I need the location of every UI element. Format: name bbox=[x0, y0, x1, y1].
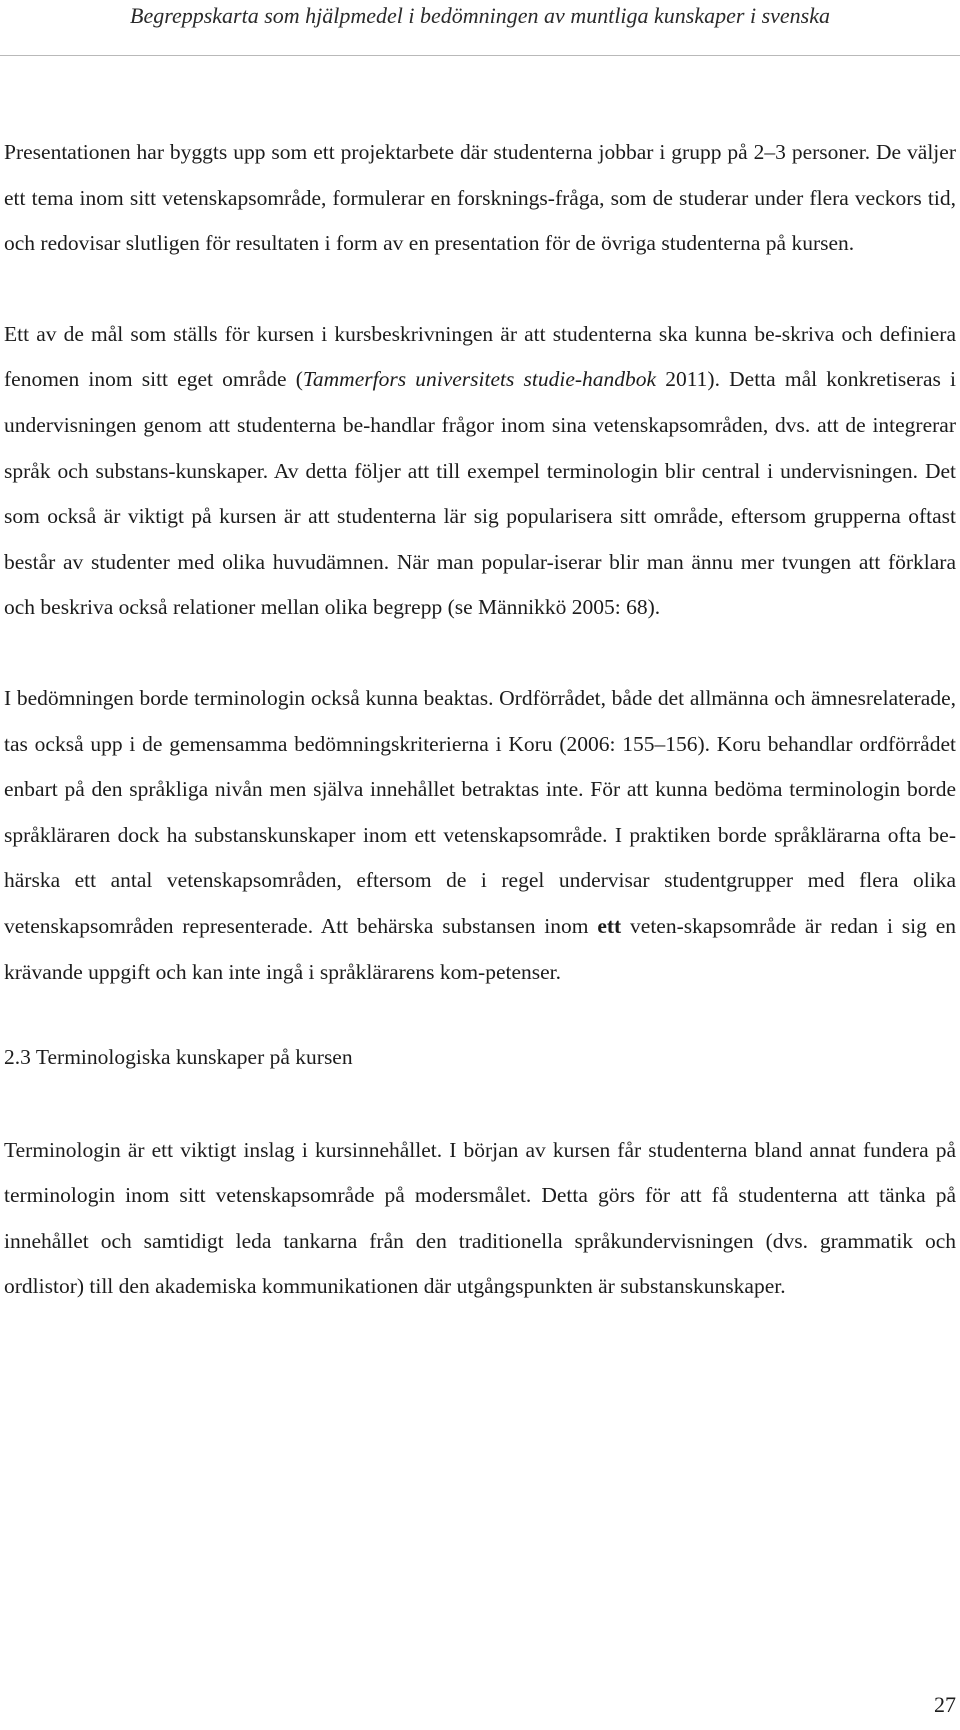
emphasis-ett: ett bbox=[597, 913, 622, 938]
paragraph-assessment-terminology bbox=[4, 676, 956, 995]
page-body bbox=[4, 130, 956, 1310]
paragraph-project-work: Presentationen har byggts upp som ett projektarbete där studenterna jobbar i grupp på 2–3 personer. De väljer ett tema inom sitt vetenskapsområde, formulerar en forsknings-fråga, som de studerar under flera veckors tid, och redovisar slutligen för resultaten i form av en presentation för de övriga studenterna på kursen. bbox=[4, 140, 956, 256]
running-header bbox=[0, 0, 960, 56]
section-heading: 2.3 Terminologiska kunskaper på kursen bbox=[4, 1045, 353, 1070]
paragraph-course-goals bbox=[4, 312, 956, 631]
paragraph-course-goals-start: Ett av de mål som ställs för kursen i kursbeskrivningen är att studenterna ska kunna be-skriva och definiera fenomen inom sitt eget område ( bbox=[4, 321, 956, 392]
running-title: Begreppskarta som hjälpmedel i bedömningen av muntliga kunskaper i svenska bbox=[130, 3, 830, 28]
paragraph-course-goals-end: 2011). Detta mål konkretiseras i undervisningen genom att studenterna be-handlar frågor inom sina vetenskapsområden, dvs. att de integrerar språk och substans-kunskaper. Av detta följer att till exempel terminologin blir central i undervisningen. Det som också är viktigt på kursen är att studenterna lär sig popularisera sitt område, eftersom grupperna oftast består av studenter med olika huvudämnen. När man popular-iserar blir man ännu mer tvungen att förklara och beskriva också relationer mellan olika begrepp (se Männikkö 2005: 68). bbox=[4, 367, 956, 620]
page-number: 27 bbox=[934, 1692, 956, 1717]
citation-study-handbook: Tammerfors universitets studie-handbok bbox=[302, 367, 657, 392]
paragraph-terminology-course: Terminologin är ett viktigt inslag i kursinnehållet. I början av kursen får studenterna bland annat fundera på terminologin inom sitt vetenskapsområde på modersmålet. Detta görs för att få studenterna att tänka på innehållet och samtidigt leda tankarna från den traditionella språkundervisningen (dvs. grammatik och ordlistor) till den akademiska kommunikationen där utgångspunkten är substanskunskaper. bbox=[4, 1137, 956, 1299]
paragraph-assessment-start: I bedömningen borde terminologin också kunna beaktas. Ordförrådet, både det allmänna och ämnesrelaterade, tas också upp i de gemensamma bedömningskriterierna i Koru (2006: 155–156). Koru behandlar ordförrådet enbart på den språkliga nivån men själva innehållet betraktas inte. För att kunna bedöma terminologin borde språkläraren dock ha substanskunskaper inom ett vetenskapsområde. I praktiken borde språklärarna ofta be-härska ett antal vetenskapsområden, eftersom de i regel undervisar studentgrupper med flera olika vetenskapsområden representerade. Att behärska substansen inom bbox=[4, 685, 956, 938]
paragraph-assessment-end: veten-skapsområde är redan i sig en krävande uppgift och kan inte ingå i språklärarens kom-petenser. bbox=[4, 913, 956, 984]
